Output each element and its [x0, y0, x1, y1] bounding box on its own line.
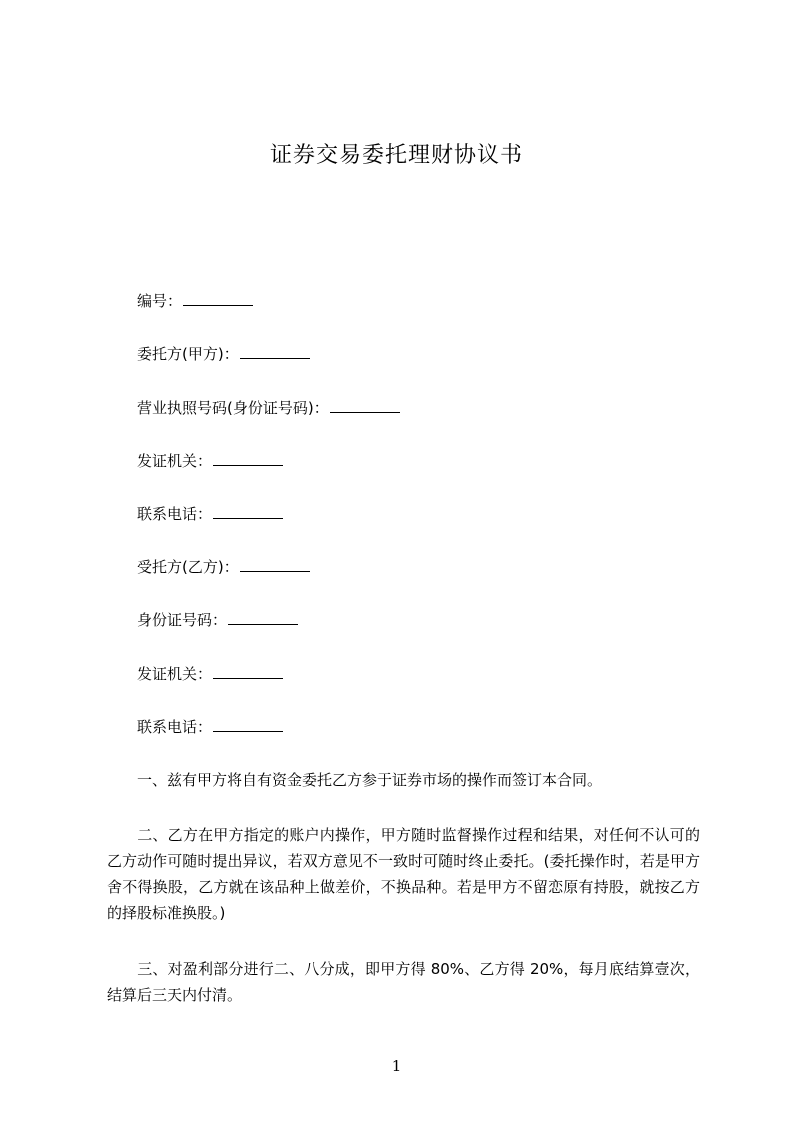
fill-in-blank	[330, 398, 400, 413]
field-issuing-authority-principal	[137, 451, 283, 471]
fill-in-blank	[240, 344, 310, 359]
fill-in-blank	[228, 610, 298, 625]
fill-in-blank	[213, 664, 283, 679]
field-label: 联系电话：	[137, 718, 213, 736]
field-phone-principal	[137, 504, 283, 524]
field-id-number	[137, 610, 298, 630]
field-label: 营业执照号码(身份证号码)：	[137, 399, 329, 417]
field-label: 发证机关：	[137, 452, 213, 470]
fill-in-blank	[240, 557, 310, 572]
fill-in-blank	[213, 504, 283, 519]
field-serial-number	[137, 291, 253, 311]
field-label: 身份证号码：	[137, 611, 228, 629]
fill-in-blank	[183, 291, 253, 306]
field-label: 联系电话：	[137, 505, 213, 523]
field-issuing-authority-agent	[137, 664, 283, 684]
field-label: 委托方(甲方)：	[137, 345, 239, 363]
fill-in-blank	[213, 451, 283, 466]
field-label: 发证机关：	[137, 665, 213, 683]
clause-three	[107, 956, 700, 1008]
field-label: 编号：	[137, 292, 183, 310]
field-principal	[137, 344, 310, 364]
field-agent	[137, 557, 310, 577]
document-title: 证券交易委托理财协议书	[269, 143, 523, 168]
clause-three-text: 三、对盈利部分进行二、八分成，即甲方得 80%、乙方得 20%，每月底结算壹次，结算后三天内付清。	[107, 960, 700, 1004]
clause-one: 一、兹有甲方将自有资金委托乙方参于证券市场的操作而签订本合同。	[137, 771, 603, 789]
field-license-number	[137, 398, 400, 418]
fill-in-blank	[213, 717, 283, 732]
clause-two-text: 二、乙方在甲方指定的账户内操作，甲方随时监督操作过程和结果，对任何不认可的乙方动作可随时提出异议，若双方意见不一致时可随时终止委托。(委托操作时，若是甲方舍不得换股，乙方就在该品种上做差价，不换品种。若是甲方不留恋原有持股，就按乙方的择股标准换股。)	[107, 826, 700, 922]
clause-two	[107, 822, 700, 926]
field-phone-agent	[137, 717, 283, 737]
page-number: 1	[391, 1057, 402, 1075]
field-label: 受托方(乙方)：	[137, 558, 239, 576]
